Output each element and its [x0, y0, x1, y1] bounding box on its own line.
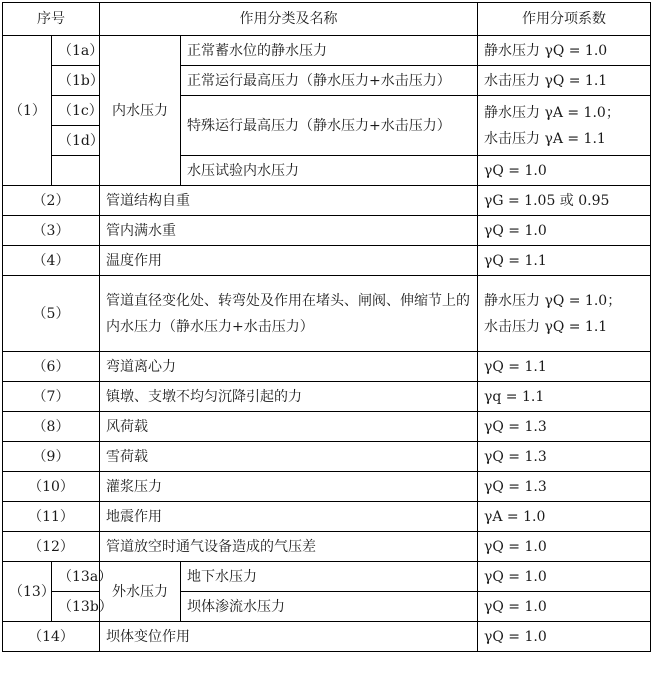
- row-coef: γQ = 1.0: [478, 156, 651, 186]
- sub-row-no: （1b）: [52, 66, 100, 96]
- coef-line: 静水压力 γQ = 1.0；: [484, 292, 622, 309]
- sub-row-no: （1c）: [52, 96, 100, 126]
- row-coef: γA = 1.0: [478, 502, 651, 532]
- sub-row-no: （1d）: [52, 126, 100, 156]
- header-coef: 作用分项系数: [478, 3, 651, 36]
- sub-row-no: （13b）: [52, 592, 100, 622]
- row-coef: [478, 96, 651, 156]
- row-name: 正常蓄水位的静水压力: [181, 36, 478, 66]
- row-coef: [478, 276, 651, 352]
- row-name: 温度作用: [100, 246, 478, 276]
- table-row: [3, 96, 651, 126]
- row-no: （5）: [3, 276, 100, 352]
- table-row: [3, 352, 651, 382]
- coef-line: 水击压力 γA = 1.1: [484, 130, 606, 147]
- row-no: （4）: [3, 246, 100, 276]
- row-coef: 水击压力 γQ = 1.1: [478, 66, 651, 96]
- row-no: （8）: [3, 412, 100, 442]
- row-coef: 静水压力 γQ = 1.0: [478, 36, 651, 66]
- group-name: 外水压力: [100, 562, 181, 622]
- header-name: 作用分类及名称: [100, 3, 478, 36]
- row-no: （10）: [3, 472, 100, 502]
- row-coef: γq = 1.1: [478, 382, 651, 412]
- row-name: 管道结构自重: [100, 186, 478, 216]
- row-coef: γQ = 1.3: [478, 412, 651, 442]
- row-coef: γQ = 1.0: [478, 216, 651, 246]
- sub-row-no: （13a）: [52, 562, 100, 592]
- row-no: （1）: [3, 36, 52, 186]
- row-coef: γG = 1.05 或 0.95: [478, 186, 651, 216]
- table-row: [3, 216, 651, 246]
- row-name: 地下水压力: [181, 562, 478, 592]
- row-coef: γQ = 1.0: [478, 592, 651, 622]
- row-coef: γQ = 1.3: [478, 472, 651, 502]
- row-name: 坝体渗流水压力: [181, 592, 478, 622]
- row-name: 管内满水重: [100, 216, 478, 246]
- table-row: [3, 442, 651, 472]
- sub-row-no-empty: [52, 156, 100, 186]
- table-row: [3, 276, 651, 352]
- row-name: 管道直径变化处、转弯处及作用在堵头、闸阀、伸缩节上的内水压力（静水压力+水击压力）: [100, 276, 478, 352]
- table-row: [3, 36, 651, 66]
- table-row: [3, 382, 651, 412]
- row-no: （9）: [3, 442, 100, 472]
- table-row: [3, 592, 651, 622]
- table-row: [3, 186, 651, 216]
- row-name: 雪荷载: [100, 442, 478, 472]
- row-no: （12）: [3, 532, 100, 562]
- row-name: 水压试验内水压力: [181, 156, 478, 186]
- table-row: [3, 502, 651, 532]
- row-no: （2）: [3, 186, 100, 216]
- row-name: 地震作用: [100, 502, 478, 532]
- row-coef: γQ = 1.0: [478, 562, 651, 592]
- row-name: 镇墩、支墩不均匀沉降引起的力: [100, 382, 478, 412]
- row-name: 灌浆压力: [100, 472, 478, 502]
- group-name: 内水压力: [100, 36, 181, 186]
- row-name: 弯道离心力: [100, 352, 478, 382]
- row-name: 管道放空时通气设备造成的气压差: [100, 532, 478, 562]
- row-name: 特殊运行最高压力（静水压力+水击压力）: [181, 96, 478, 156]
- row-name: 风荷载: [100, 412, 478, 442]
- table-row: [3, 246, 651, 276]
- row-no: （14）: [3, 622, 100, 652]
- row-no: （13）: [3, 562, 52, 622]
- table-row: [3, 412, 651, 442]
- table-row: [3, 622, 651, 652]
- row-coef: γQ = 1.3: [478, 442, 651, 472]
- row-no: （6）: [3, 352, 100, 382]
- row-coef: γQ = 1.1: [478, 352, 651, 382]
- row-coef: γQ = 1.0: [478, 532, 651, 562]
- coef-line: 静水压力 γA = 1.0；: [484, 104, 620, 121]
- header-row: [3, 3, 651, 36]
- row-no: （11）: [3, 502, 100, 532]
- sub-row-no: （1a）: [52, 36, 100, 66]
- row-no: （3）: [3, 216, 100, 246]
- row-name: 正常运行最高压力（静水压力+水击压力）: [181, 66, 478, 96]
- row-coef: γQ = 1.0: [478, 622, 651, 652]
- table-row: [3, 66, 651, 96]
- table-row: [3, 472, 651, 502]
- row-coef: γQ = 1.1: [478, 246, 651, 276]
- table-row: [3, 562, 651, 592]
- row-name: 坝体变位作用: [100, 622, 478, 652]
- table-row: [3, 532, 651, 562]
- load-coefficient-table: [2, 2, 651, 652]
- row-no: （7）: [3, 382, 100, 412]
- coef-line: 水击压力 γQ = 1.1: [484, 318, 608, 335]
- header-no: 序号: [3, 3, 100, 36]
